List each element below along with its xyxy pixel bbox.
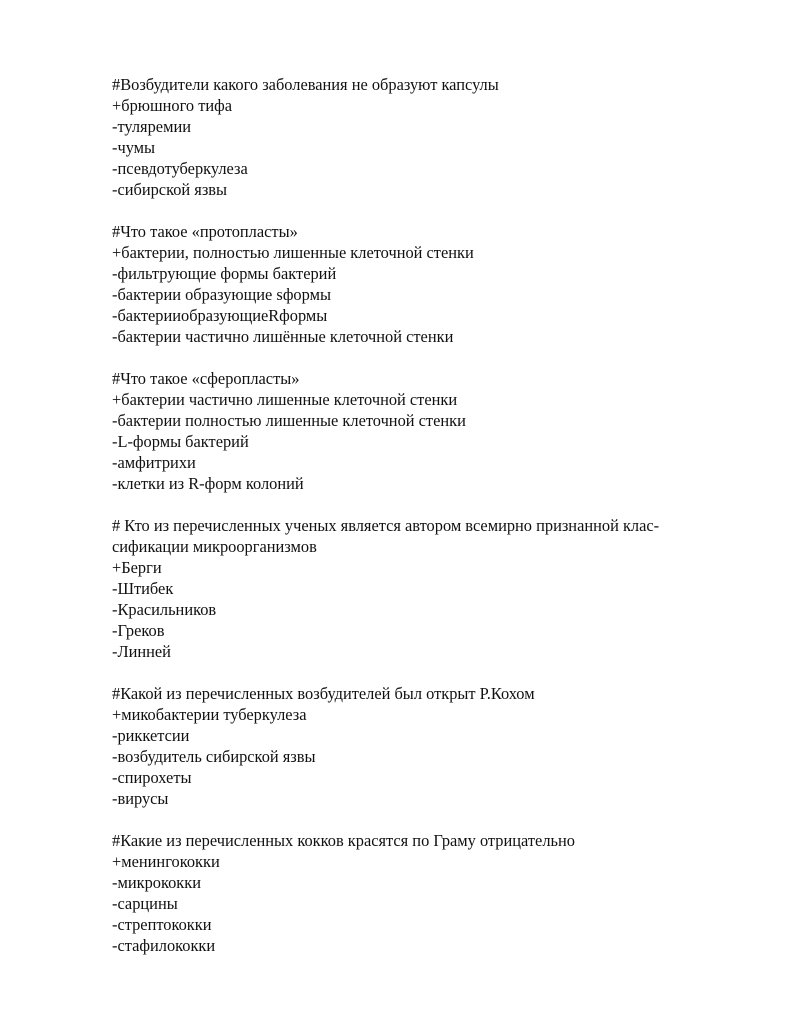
answer-line: +менингококки: [112, 852, 220, 871]
answer-line: +микобактерии туберкулеза: [112, 705, 307, 724]
answer-line: -бактерии полностью лишенные клеточной стенки: [112, 411, 466, 430]
answer-line: -микрококки: [112, 873, 201, 892]
answer-line: -чумы: [112, 138, 156, 157]
answer-line: +брюшного тифа: [112, 96, 233, 115]
answer-line: -риккетсии: [112, 726, 190, 745]
answer-line: -бактерии образующие sформы: [112, 285, 331, 304]
question-text: #Какие из перечисленных кокков красятся по Граму отрицательно: [112, 831, 575, 850]
question-text: #Возбудители какого заболевания не образуют капсулы: [112, 75, 499, 94]
answer-line: -сибирской язвы: [112, 180, 228, 199]
answer-line: -возбудитель сибирской язвы: [112, 747, 316, 766]
question-text: #Какой из перечисленных возбудителей был открыт Р.Кохом: [112, 684, 535, 703]
answer-line: -бактерииобразующиеRформы: [112, 306, 328, 325]
answer-line: -туляремии: [112, 117, 191, 136]
answer-line: -амфитрихи: [112, 453, 196, 472]
answer-line: +бактерии частично лишенные клеточной стенки: [112, 390, 458, 409]
answer-line: -вирусы: [112, 789, 169, 808]
question-text: # Кто из перечисленных ученых является автором всемирно признанной клас-: [112, 516, 660, 535]
question-block-3: [112, 368, 732, 494]
question-block-4: [112, 515, 732, 662]
question-text: #Что такое «протопласты»: [112, 222, 298, 241]
answer-line: -бактерии частично лишённые клеточной стенки: [112, 327, 454, 346]
document-body: [112, 74, 732, 977]
question-block-6: [112, 830, 732, 956]
answer-line: -Линней: [112, 642, 171, 661]
answer-line: -Красильников: [112, 600, 217, 619]
answer-line: -клетки из R-форм колоний: [112, 474, 304, 493]
answer-line: -псевдотуберкулеза: [112, 159, 248, 178]
answer-line: -L-формы бактерий: [112, 432, 249, 451]
answer-line: -фильтрующие формы бактерий: [112, 264, 337, 283]
answer-line: +бактерии, полностью лишенные клеточной стенки: [112, 243, 474, 262]
answer-line: -стафилококки: [112, 936, 216, 955]
answer-line: -сарцины: [112, 894, 178, 913]
question-block-2: [112, 221, 732, 347]
answer-line: +Берги: [112, 558, 162, 577]
question-block-1: [112, 74, 732, 200]
question-text-continued: сификации микроорганизмов: [112, 537, 317, 556]
answer-line: -стрептококки: [112, 915, 212, 934]
question-text: #Что такое «сферопласты»: [112, 369, 300, 388]
answer-line: -спирохеты: [112, 768, 192, 787]
answer-line: -Греков: [112, 621, 165, 640]
question-block-5: [112, 683, 732, 809]
answer-line: -Штибек: [112, 579, 174, 598]
